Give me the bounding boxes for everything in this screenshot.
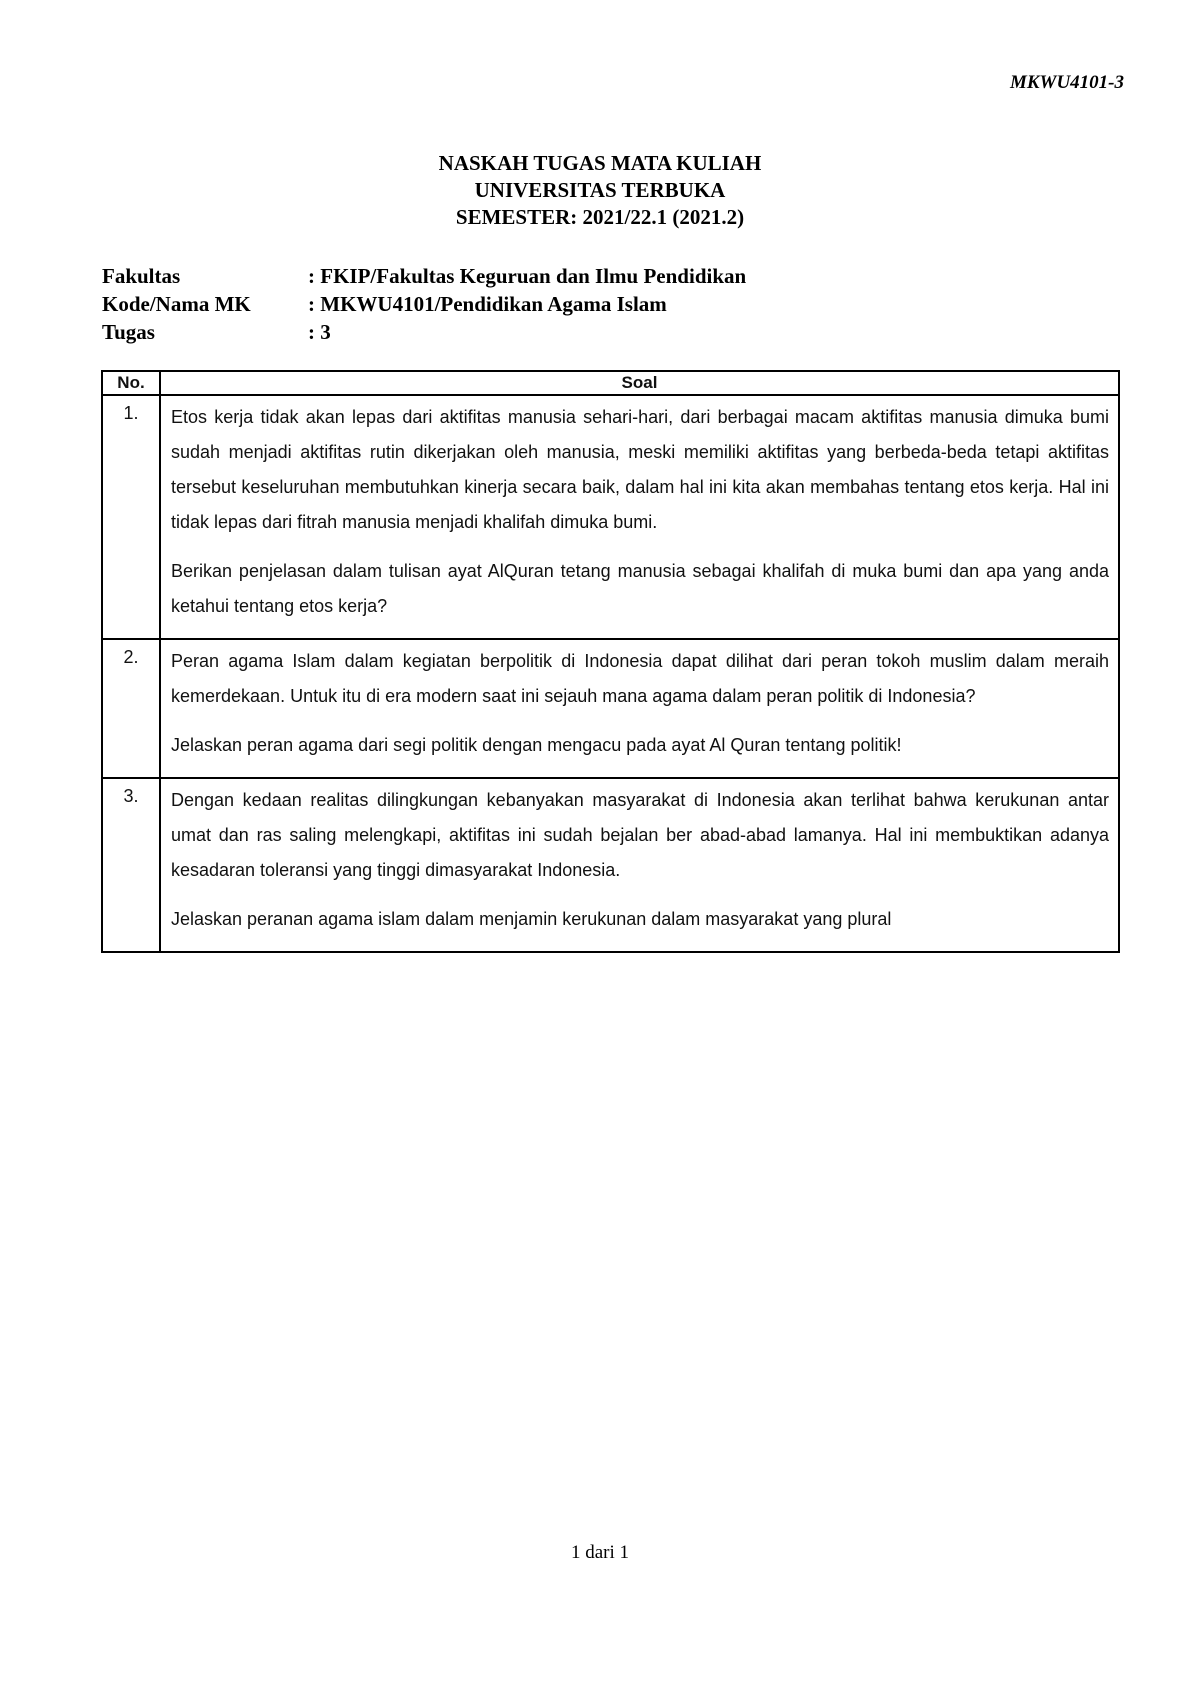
question-number: 3. xyxy=(102,778,160,952)
course-info xyxy=(102,262,746,346)
info-value: : 3 xyxy=(308,320,331,344)
info-value: : MKWU4101/Pendidikan Agama Islam xyxy=(308,292,667,316)
page-number: 1 dari 1 xyxy=(570,1542,630,1563)
title-line-3: SEMESTER: 2021/22.1 (2021.2) xyxy=(455,205,745,229)
title-line-1: NASKAH TUGAS MATA KULIAH xyxy=(438,151,762,175)
question-number: 1. xyxy=(102,395,160,639)
question-cell xyxy=(160,778,1119,952)
header-no: No. xyxy=(102,371,160,395)
info-row-kode-nama-mk xyxy=(102,290,746,318)
question-instruction: Jelaskan peran agama dari segi politik dengan mengacu pada ayat Al Quran tentang politik! xyxy=(171,735,902,755)
title-line-2: UNIVERSITAS TERBUKA xyxy=(474,178,726,202)
questions-table xyxy=(101,370,1120,953)
table-row xyxy=(102,395,1119,639)
info-label: Kode/Nama MK xyxy=(102,292,251,316)
question-cell xyxy=(160,639,1119,778)
header-soal: Soal xyxy=(160,371,1119,395)
table-row xyxy=(102,778,1119,952)
info-row-fakultas xyxy=(102,262,746,290)
document-code: MKWU4101-3 xyxy=(1009,72,1124,93)
question-number: 2. xyxy=(102,639,160,778)
table-row xyxy=(102,639,1119,778)
question-instruction: Jelaskan peranan agama islam dalam menjamin kerukunan dalam masyarakat yang plural xyxy=(171,909,892,929)
document-title xyxy=(0,150,1200,231)
info-label: Tugas xyxy=(102,320,155,344)
info-label: Fakultas xyxy=(102,264,181,288)
info-row-tugas xyxy=(102,318,746,346)
question-cell xyxy=(160,395,1119,639)
question-text: Peran agama Islam dalam kegiatan berpolitik di Indonesia dapat dilihat dari peran tokoh muslim dalam meraih kemerdekaan. Untuk itu di era modern saat ini sejauh mana agama dalam peran politik di Indonesia? xyxy=(171,651,1109,706)
question-instruction: Berikan penjelasan dalam tulisan ayat AlQuran tetang manusia sebagai khalifah di muka bumi dan apa yang anda ketahui tentang etos kerja? xyxy=(171,561,1109,616)
question-text: Dengan kedaan realitas dilingkungan kebanyakan masyarakat di Indonesia akan terlihat bahwa kerukunan antar umat dan ras saling melengkapi, aktifitas ini sudah bejalan ber abad-abad lamanya. Hal ini membuktikan adanya kesadaran toleransi yang tinggi dimasyarakat Indonesia. xyxy=(171,790,1109,880)
question-text: Etos kerja tidak akan lepas dari aktifitas manusia sehari-hari, dari berbagai macam aktifitas manusia dimuka bumi sudah menjadi aktifitas rutin dikerjakan oleh manusia, meski memiliki aktifitas yang berbeda-beda tetapi aktifitas tersebut keseluruhan membutuhkan kinerja secara baik, dalam hal ini kita akan membahas tentang etos kerja. Hal ini tidak lepas dari fitrah manusia menjadi khalifah dimuka bumi. xyxy=(171,407,1109,532)
info-value: : FKIP/Fakultas Keguruan dan Ilmu Pendidikan xyxy=(308,264,747,288)
table-header-row xyxy=(102,371,1119,395)
